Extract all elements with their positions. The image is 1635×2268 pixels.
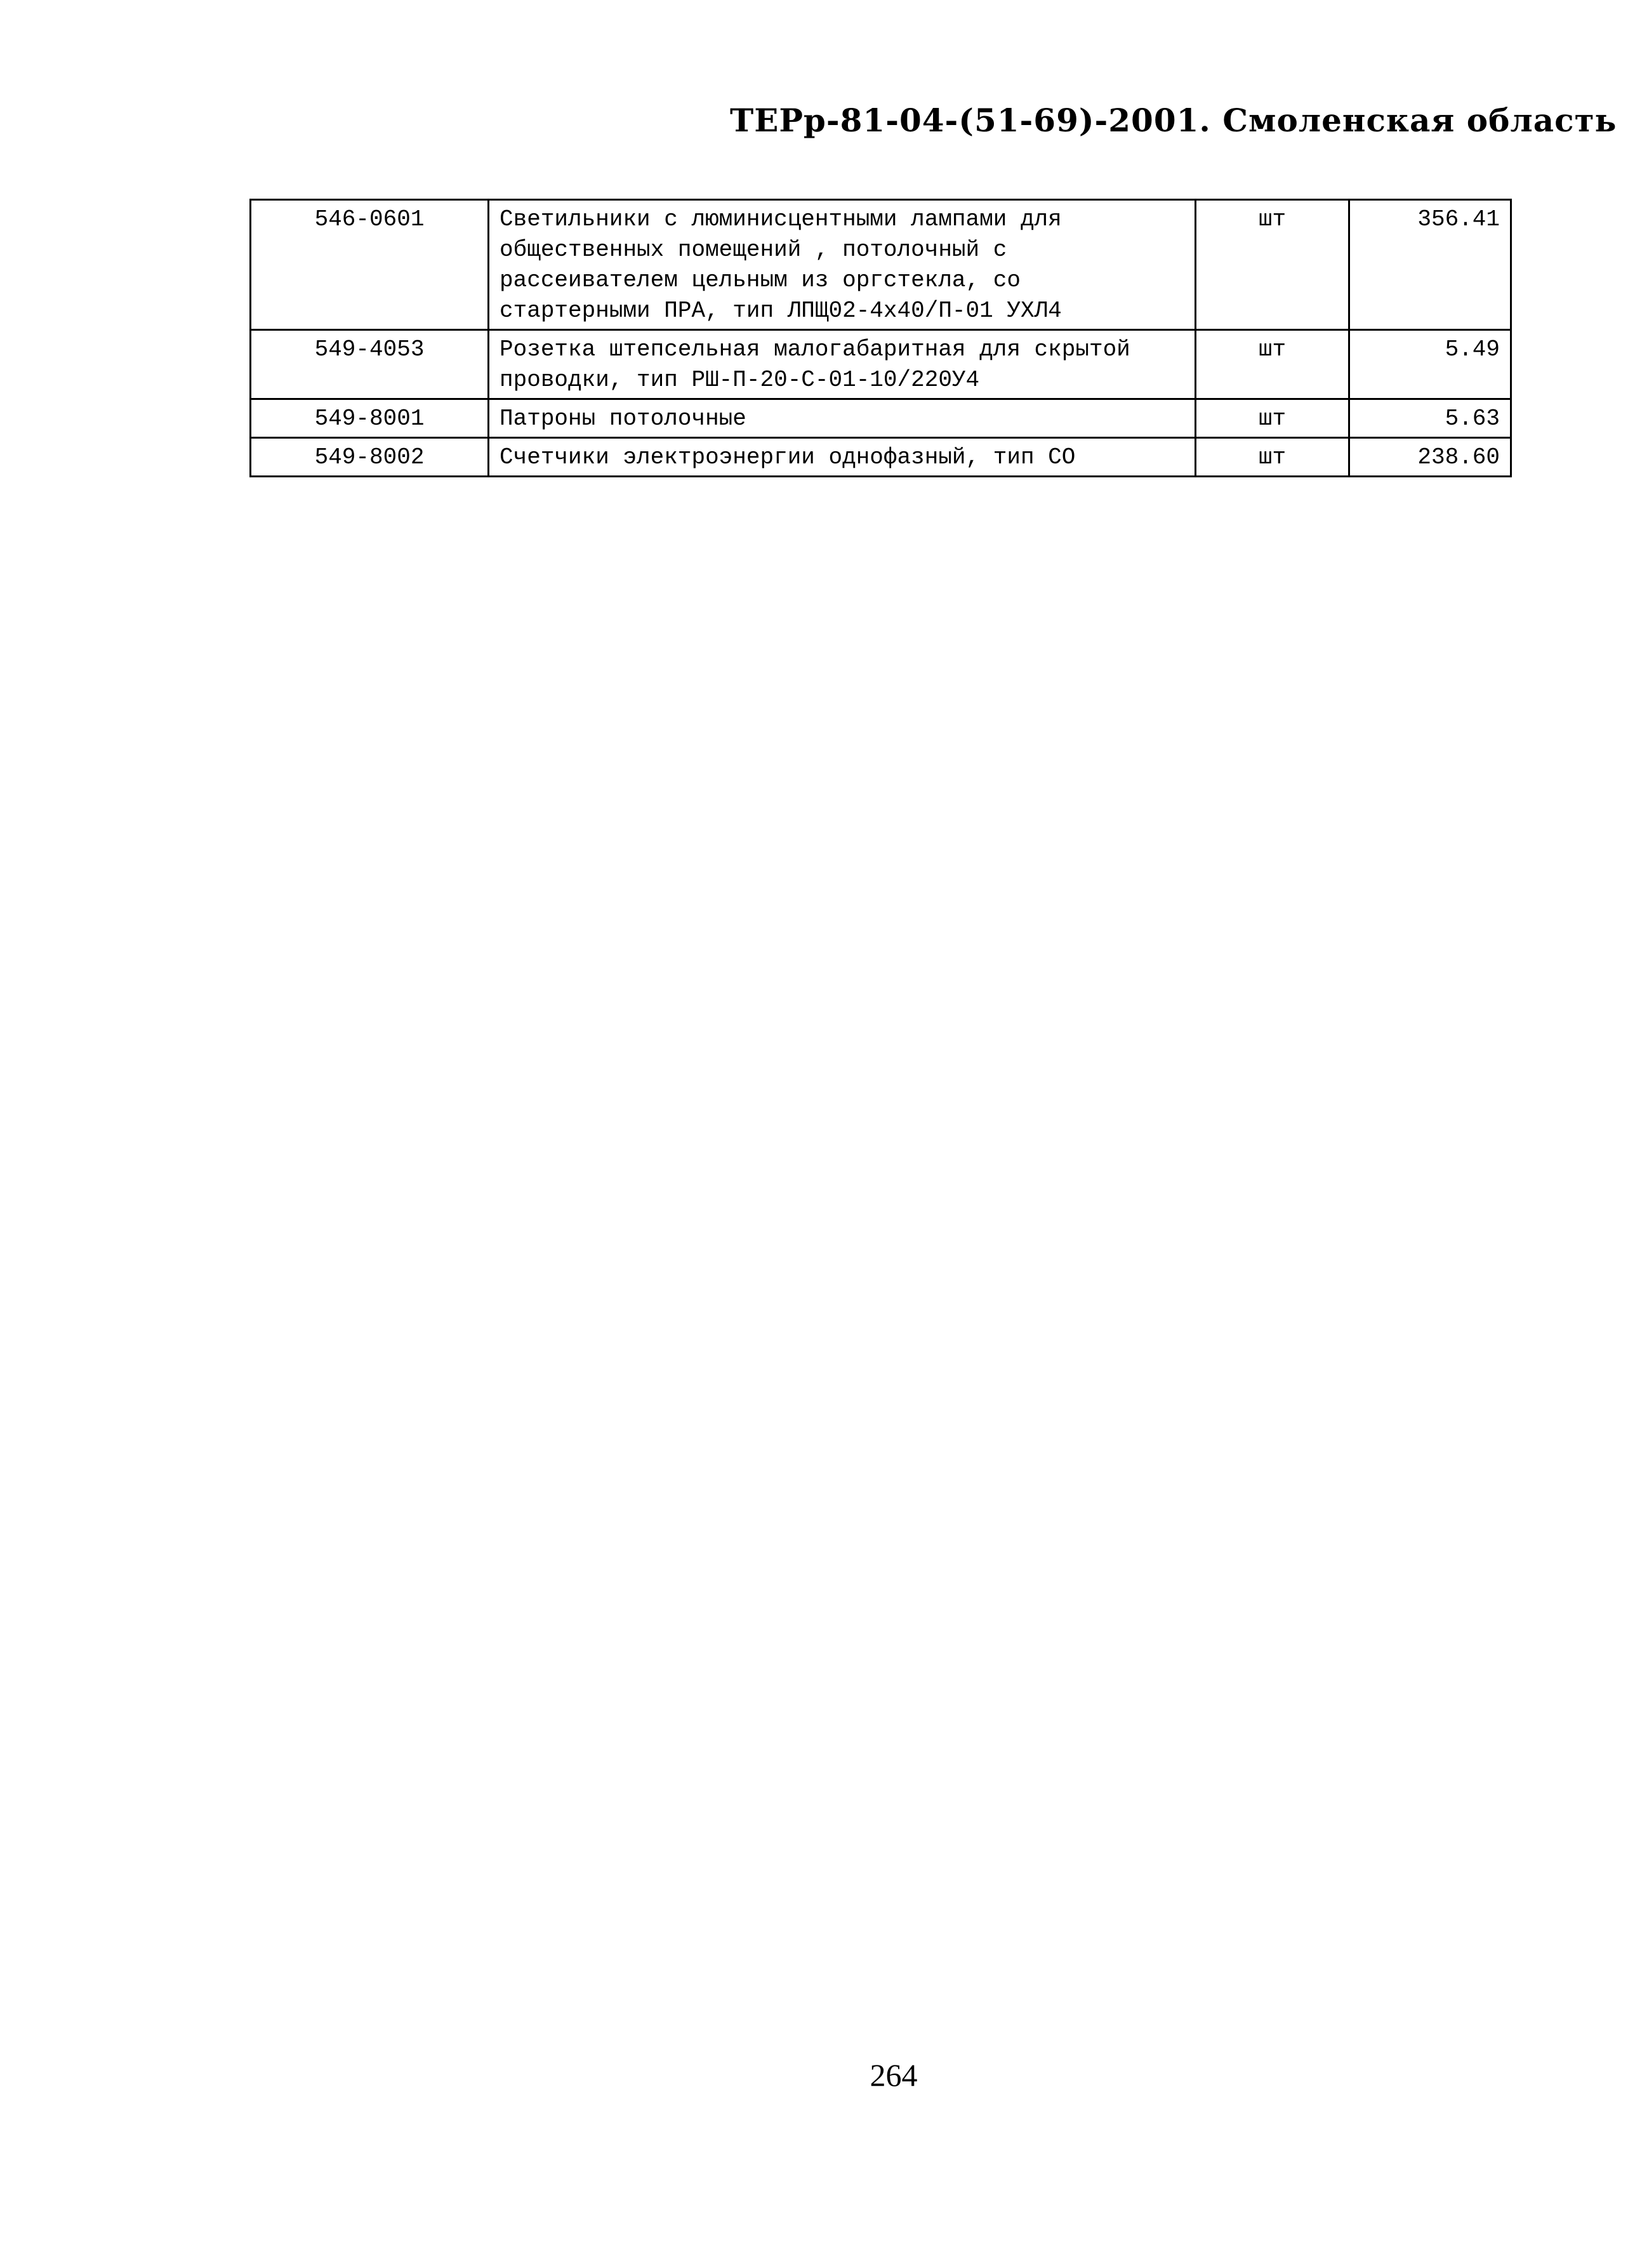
item-code: 549-8002 [251,438,489,477]
item-code: 549-4053 [251,330,489,399]
price-table [249,199,1512,477]
item-name: Светильники с люминисцентными лампами для общественных помещений , потолочный с рассеивателем цельным из оргстекла, со стартерными ПРА, тип ЛПЩ02-4х40/П-01 УХЛ4 [489,200,1196,330]
table-row [251,399,1511,438]
item-unit: шт [1195,200,1349,330]
item-code: 546-0601 [251,200,489,330]
page-title: ТЕРр-81-04-(51-69)-2001. Смоленская область [730,102,1617,139]
page-number: 264 [870,2057,918,2093]
item-unit: шт [1195,399,1349,438]
item-name: Патроны потолочные [489,399,1196,438]
item-code: 549-8001 [251,399,489,438]
item-unit: шт [1195,438,1349,477]
item-name: Счетчики электроэнергии однофазный, тип СО [489,438,1196,477]
item-price: 5.63 [1349,399,1511,438]
item-price: 5.49 [1349,330,1511,399]
table-row [251,200,1511,330]
item-name: Розетка штепсельная малогабаритная для скрытой проводки, тип РШ-П-20-С-01-10/220У4 [489,330,1196,399]
table-row [251,438,1511,477]
item-unit: шт [1195,330,1349,399]
item-price: 238.60 [1349,438,1511,477]
item-price: 356.41 [1349,200,1511,330]
table-row [251,330,1511,399]
